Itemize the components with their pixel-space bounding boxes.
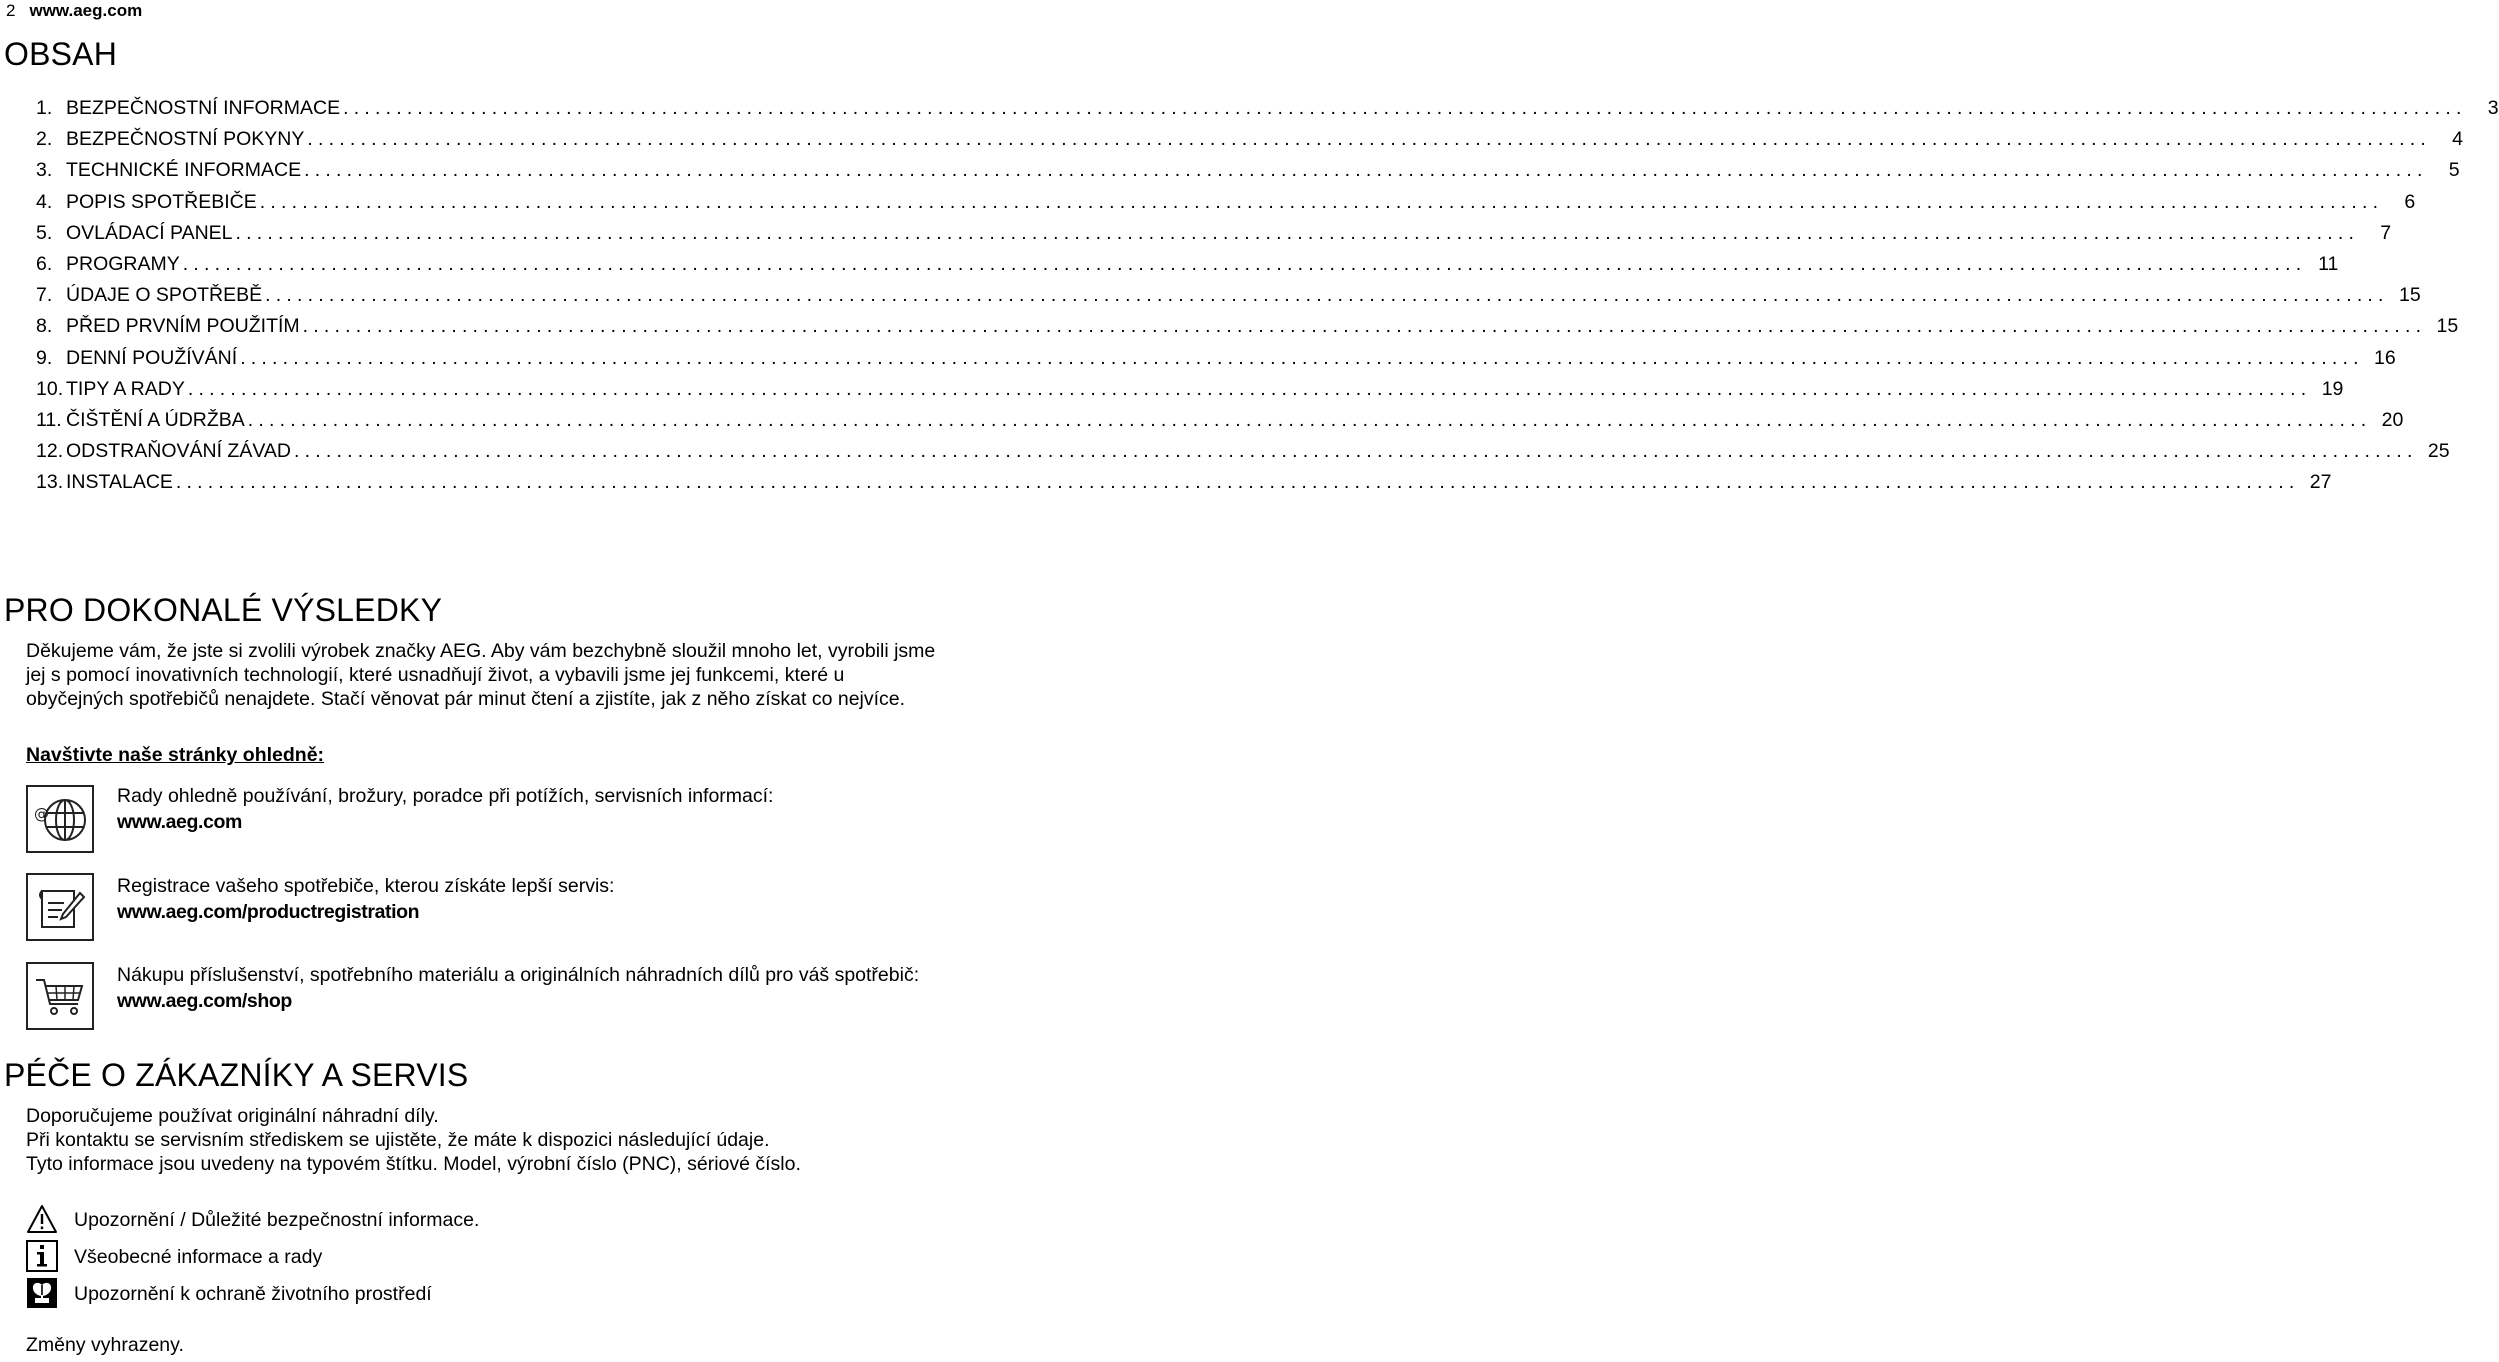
toc-item-number: 10. — [36, 377, 64, 400]
toc-item-label: TIPY A RADY — [66, 377, 185, 400]
page-header — [6, 0, 142, 22]
care-section-title: PÉČE O ZÁKAZNÍKY A SERVIS — [4, 1057, 469, 1093]
toc-item[interactable] — [36, 374, 2344, 405]
toc-item-page: 19 — [2321, 377, 2344, 400]
toc-item-page: 25 — [2427, 440, 2450, 463]
toc-item[interactable] — [36, 124, 2463, 155]
toc-item-number: 7. — [36, 284, 53, 307]
info-icon — [26, 1240, 58, 1272]
environment-symbol-text: Upozornění k ochraně životního prostředí — [74, 1283, 432, 1305]
toc-item[interactable] — [36, 280, 2421, 311]
svg-text:@: @ — [34, 805, 49, 823]
care-line-2: Při kontaktu se servisním střediskem se ujistěte, že máte k dispozici následující údaje. — [26, 1129, 770, 1151]
support-description: Rady ohledně používání, brožury, poradce při potížích, servisních informací: — [117, 785, 774, 807]
toc-item-number: 3. — [36, 159, 53, 182]
registration-form-icon — [26, 873, 94, 941]
toc-item-page: 15 — [2398, 284, 2421, 307]
toc-item-number: 8. — [36, 315, 53, 338]
toc-item-page: 6 — [2404, 190, 2416, 213]
toc-leader-dots: ........................................................................................................................................................................................................ — [247, 408, 2372, 431]
toc-item-number: 12. — [36, 440, 64, 463]
shop-description: Nákupu příslušenství, spotřebního materiálu a originálních náhradních dílů pro váš spotřebič: — [117, 964, 920, 986]
support-url-link[interactable]: www.aeg.com — [117, 811, 242, 833]
toc-item-label: ODSTRAŇOVÁNÍ ZÁVAD — [66, 440, 292, 463]
toc-leader-dots: ........................................................................................................................................................................................................ — [240, 346, 2364, 369]
toc-item-label: INSTALACE — [66, 471, 173, 494]
toc-item[interactable] — [36, 311, 2459, 342]
toc-item-page: 4 — [2452, 128, 2463, 151]
results-section-title: PRO DOKONALÉ VÝSLEDKY — [4, 592, 443, 628]
environment-leaf-icon — [26, 1277, 58, 1309]
shopping-cart-icon — [26, 962, 94, 1030]
toc-leader-dots: ........................................................................................................................................................................................................ — [307, 128, 2431, 151]
care-line-1: Doporučujeme používat originální náhradní díly. — [26, 1105, 439, 1127]
toc-item-label: BEZPEČNOSTNÍ POKYNY — [66, 128, 305, 151]
toc-item-page: 11 — [2318, 252, 2339, 275]
toc-item-page: 5 — [2448, 159, 2460, 182]
info-symbol-text: Všeobecné informace a rady — [74, 1246, 323, 1268]
toc-item-page: 16 — [2374, 346, 2396, 369]
toc-leader-dots: ........................................................................................................................................................................................................ — [265, 284, 2389, 307]
link-text-support — [117, 783, 947, 835]
toc-item[interactable] — [36, 436, 2450, 467]
link-text-registration — [117, 873, 947, 925]
toc-leader-dots: ........................................................................................................................................................................................................ — [187, 377, 2312, 400]
link-text-shop — [117, 962, 947, 1014]
toc-item-number: 4. — [36, 190, 53, 213]
toc-leader-dots: ........................................................................................................................................................................................................ — [343, 97, 2467, 119]
toc-item[interactable] — [36, 405, 2404, 436]
warning-symbol-text: Upozornění / Důležité bezpečnostní informace. — [74, 1209, 480, 1231]
toc-item-label: TECHNICKÉ INFORMACE — [66, 159, 302, 182]
toc-leader-dots: ........................................................................................................................................................................................................ — [259, 190, 2384, 213]
toc-item-label: POPIS SPOTŘEBIČE — [66, 190, 257, 213]
toc-item-number: 6. — [36, 252, 53, 275]
toc-item[interactable] — [36, 467, 2332, 498]
warning-triangle-icon — [26, 1203, 58, 1235]
toc-item[interactable] — [36, 93, 2499, 124]
toc-item[interactable] — [36, 218, 2392, 249]
toc-item-label: OVLÁDACÍ PANEL — [66, 221, 233, 244]
toc-leader-dots: ........................................................................................................................................................................................................ — [304, 159, 2428, 182]
toc-item[interactable] — [36, 155, 2460, 186]
changes-note: Změny vyhrazeny. — [26, 1334, 184, 1356]
toc-item-label: BEZPEČNOSTNÍ INFORMACE — [66, 97, 341, 119]
toc-item[interactable] — [36, 187, 2416, 218]
toc-item-label: DENNÍ POUŽÍVÁNÍ — [66, 346, 238, 369]
toc-leader-dots: ........................................................................................................................................................................................................ — [235, 221, 2360, 244]
care-line-3: Tyto informace jsou uvedeny na typovém štítku. Model, výrobní číslo (PNC), sériové číslo. — [26, 1153, 801, 1175]
care-paragraph — [26, 1104, 946, 1176]
toc-item-number: 5. — [36, 221, 53, 244]
registration-url-link[interactable]: www.aeg.com/productregistration — [117, 901, 420, 923]
page-number: 2 — [6, 1, 16, 20]
toc-item[interactable] — [36, 249, 2339, 280]
toc-item-label: ČIŠTĚNÍ A ÚDRŽBA — [66, 408, 245, 431]
toc-item[interactable] — [36, 343, 2396, 374]
toc-item-label: ÚDAJE O SPOTŘEBĚ — [66, 284, 263, 307]
toc-title: OBSAH — [4, 36, 118, 72]
thanks-paragraph: Děkujeme vám, že jste si zvolili výrobek značky AEG. Aby vám bezchybně sloužil mnoho let, vyrobili jsme jej s pomocí inovativních technologií, které usnadňují život, a vybavili jsme jej funkcemi, které u obyčejných spotřebičů nenajdete. Stačí věnovat pár minut čtení a zjistíte, jak z něho získat co nejvíce. — [26, 640, 936, 710]
toc-item-number: 11. — [36, 408, 62, 431]
table-of-contents — [36, 93, 2499, 498]
toc-item-number: 2. — [36, 128, 53, 151]
toc-item-label: PROGRAMY — [66, 252, 180, 275]
toc-item-page: 15 — [2436, 315, 2459, 338]
toc-item-number: 9. — [36, 346, 53, 369]
toc-leader-dots: ........................................................................................................................................................................................................ — [302, 315, 2427, 338]
toc-item-number: 1. — [36, 97, 53, 119]
toc-item-label: PŘED PRVNÍM POUŽITÍM — [66, 315, 300, 338]
toc-leader-dots: ........................................................................................................................................................................................................ — [182, 252, 2307, 275]
toc-leader-dots: ........................................................................................................................................................................................................ — [175, 471, 2300, 494]
toc-item-page: 3 — [2487, 97, 2499, 119]
shop-url-link[interactable]: www.aeg.com/shop — [117, 990, 292, 1012]
toc-item-page: 27 — [2309, 471, 2332, 494]
globe-at-icon — [26, 785, 94, 853]
header-site-link[interactable]: www.aeg.com — [29, 1, 143, 20]
registration-description: Registrace vašeho spotřebiče, kterou získáte lepší servis: — [117, 875, 615, 897]
toc-leader-dots: ........................................................................................................................................................................................................ — [294, 440, 2418, 463]
visit-heading: Navštivte naše stránky ohledně: — [26, 744, 325, 766]
toc-item-page: 7 — [2380, 221, 2392, 244]
toc-item-number: 13. — [36, 471, 64, 494]
toc-item-page: 20 — [2381, 408, 2404, 431]
